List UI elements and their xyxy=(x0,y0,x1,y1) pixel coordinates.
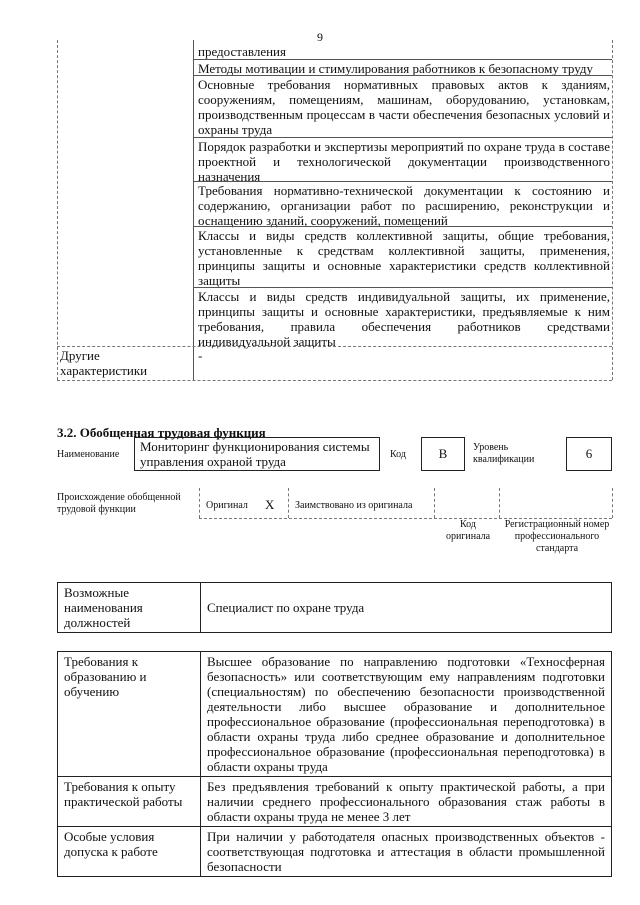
code-original-label: Код оригинала xyxy=(445,519,491,542)
page-number: 9 xyxy=(317,30,323,44)
code-label: Код xyxy=(390,449,406,460)
original-mark: X xyxy=(265,497,275,512)
knowledge-row: предоставления xyxy=(198,44,286,59)
original-label: Оригинал xyxy=(206,500,248,511)
knowledge-row: Основные требования нормативных правовых актов к зданиям, сооружениям, помещениям, машинам, оборудованию, установкам, производственным процессам в части обеспечения безопасных условий и охраны труда xyxy=(198,77,610,137)
borrowed-label: Заимствовано из оригинала xyxy=(295,500,413,511)
level-label: Уровень квалификации xyxy=(473,442,535,465)
experience-value: Без предъявления требований к опыту практической работы, а при наличии среднего профессионального образования стаж работы в области охраны труда не менее 3 лет xyxy=(201,777,612,827)
knowledge-row: Классы и виды средств индивидуальной защиты, их применение, принципы защиты и основные характеристики, предъявляемые к ним требования, правила обеспечения работников средствами индивидуальной защиты xyxy=(198,289,610,349)
positions-table xyxy=(57,582,612,633)
requirements-table xyxy=(57,651,612,877)
origin-label: Происхождение обобщенной трудовой функции xyxy=(57,492,181,515)
knowledge-row: Классы и виды средств коллективной защиты, общие требования, установленные к средствам коллективной защиты, применения, принципы защиты и основные характеристики средств коллективной защиты xyxy=(198,228,610,288)
table-row xyxy=(58,777,612,827)
table-row xyxy=(58,652,612,777)
code-value: B xyxy=(421,437,465,471)
table-row xyxy=(58,827,612,877)
positions-label: Возможные наименования должностей xyxy=(58,583,201,633)
experience-label: Требования к опыту практической работы xyxy=(58,777,201,827)
knowledge-row: Порядок разработки и экспертизы мероприятий по охране труда в составе проектной и технологической документации производственного назначения xyxy=(198,139,610,184)
education-label: Требования к образованию и обучению xyxy=(58,652,201,777)
special-conditions-value: При наличии у работодателя опасных производственных объектов - соответствующая подготовка и аттестация в области промышленной безопасности xyxy=(201,827,612,877)
special-conditions-label: Особые условия допуска к работе xyxy=(58,827,201,877)
knowledge-row: Методы мотивации и стимулирования работников к безопасному труду xyxy=(198,61,594,76)
name-label: Наименование xyxy=(57,449,120,460)
knowledge-row: Требования нормативно-технической документации к состоянию и содержанию, организации работ по расширению, реконструкции и оснащению зданий, сооружений, помещений xyxy=(198,183,610,228)
positions-value: Специалист по охране труда xyxy=(201,583,612,633)
function-name-value: Мониторинг функционирования системы управления охраной труда xyxy=(134,437,380,471)
registration-number-label: Регистрационный номер профессионального стандарта xyxy=(504,519,610,554)
education-value: Высшее образование по направлению подготовки «Техносферная безопасность» или соответствующим ему направлениям подготовки (специальностям) по обеспечению безопасности производственной деятельности либо высшее образование и дополнительное профессиональное образование (профессиональная переподготовка) в области охраны труда либо среднее образование и дополнительное профессиональное образование (профессиональная переподготовка) в области охраны труда xyxy=(201,652,612,777)
other-characteristics-value: - xyxy=(198,348,203,363)
other-characteristics-label: Другие характеристики xyxy=(60,348,148,378)
level-value: 6 xyxy=(566,437,612,471)
section-heading: 3.2. Обобщенная трудовая функция xyxy=(57,425,266,440)
